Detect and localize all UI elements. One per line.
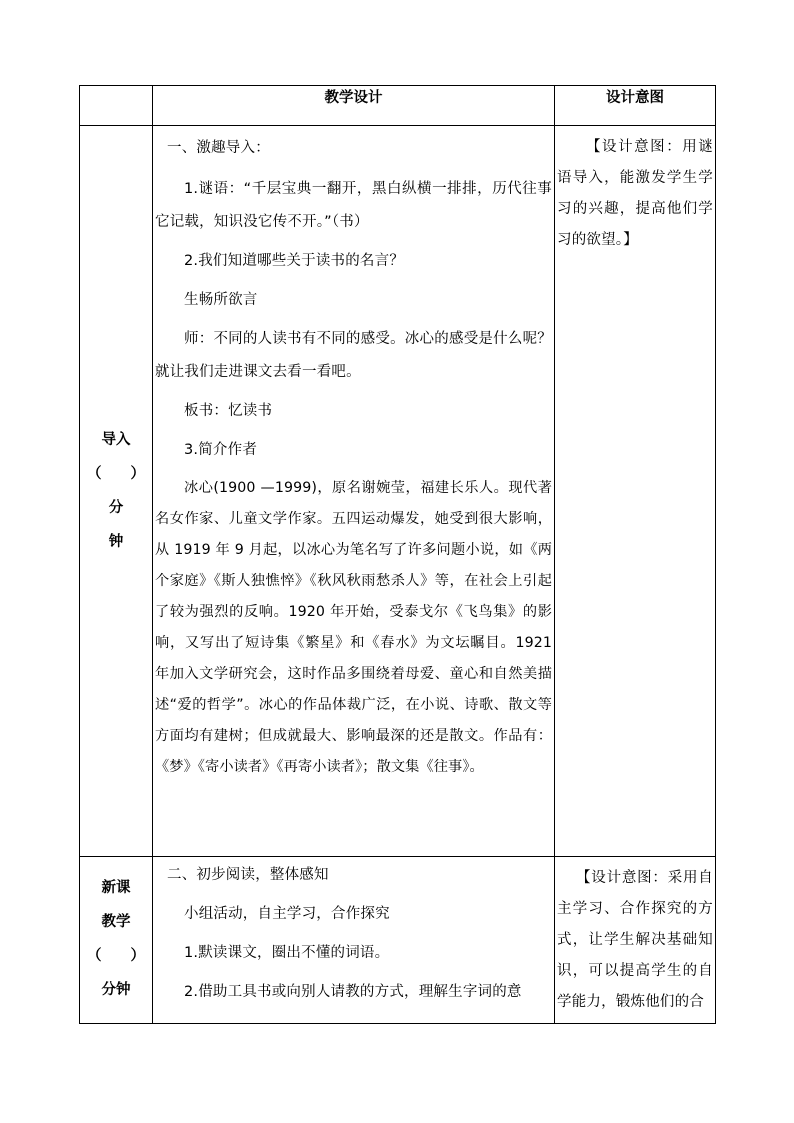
- header-empty-cell: [80, 86, 153, 126]
- header-design-intent: 设计意图: [555, 86, 716, 126]
- intro-section-row: [80, 126, 716, 857]
- new-lesson-heading: 二、初步阅读，整体感知: [167, 867, 329, 883]
- new-lesson-label-line2: 教学: [101, 914, 131, 930]
- new-lesson-label-line1: 新课: [101, 880, 131, 896]
- riddle-text: 1.谜语：“千层宝典一翻开，黑白纵横一排排，历代往事它记载，知识没它传不开。”（书）: [155, 181, 552, 230]
- step-dictionary: 2.借助工具书或向别人请教的方式，理解生字词的意: [184, 984, 522, 1000]
- intro-label-cell: [80, 126, 153, 857]
- step-silent-reading: 1.默读课文，圈出不懂的词语。: [184, 945, 390, 961]
- intro-label-line3: 钟: [108, 534, 124, 550]
- new-lesson-design-intent: 【设计意图：采用自主学习、合作探究的方式，让学生解决基础知识，可以提高学生的自学能力，锻炼他们的合: [557, 870, 713, 1010]
- lesson-plan-table: [79, 85, 716, 1024]
- intro-label-line1: 导入: [101, 432, 131, 448]
- new-lesson-label-line3: （ ）: [87, 948, 145, 964]
- reading-quotes-question: 2.我们知道哪些关于读书的名言？: [184, 253, 405, 269]
- new-lesson-label-line4: 分钟: [101, 982, 131, 998]
- new-lesson-intent-cell: [555, 857, 716, 1024]
- intro-design-intent: 【设计意图：用谜语导入，能激发学生学习的兴趣，提高他们学习的欲望。】: [557, 139, 713, 248]
- intro-heading: 一、激趣导入：: [167, 140, 270, 156]
- intro-intent-cell: [555, 126, 716, 857]
- new-lesson-content-cell: [153, 857, 555, 1024]
- intro-content-cell: [153, 126, 555, 857]
- new-lesson-section-row: [80, 857, 716, 1024]
- author-intro-heading: 3.简介作者: [184, 442, 258, 458]
- teacher-remark: 师：不同的人读书有不同的感受。冰心的感受是什么呢？就让我们走进课文去看一看吧。: [155, 331, 552, 380]
- table-header-row: [80, 86, 716, 126]
- header-teaching-design: 教学设计: [153, 86, 555, 126]
- new-lesson-label-cell: [80, 857, 153, 1024]
- group-activity: 小组活动，自主学习，合作探究: [184, 906, 390, 922]
- blackboard-note: 板书：忆读书: [184, 403, 273, 419]
- intro-label-line2: （ ）分: [87, 466, 145, 516]
- students-response: 生畅所欲言: [184, 292, 258, 308]
- author-biography: 冰心(1900 —1999)，原名谢婉莹，福建长乐人。现代著名女作家、儿童文学作家。五四运动爆发，她受到很大影响，从 1919 年 9 月起，以冰心为笔名写了许多问题小说，如《两个家庭》《斯人独憔悴》《秋风秋雨愁杀人》等，在社会上引起了较为强烈的反响。1920 年开始，受泰戈尔《飞鸟集》的影响，又写出了短诗集《繁星》和《春水》为文坛瞩目。1921 年加入文学研究会，这时作品多围绕着母爱、童心和自然美描述“爱的哲学”。冰心的作品体裁广泛，在小说、诗歌、散文等方面均有建树；但成就最大、影响最深的还是散文。作品有：《梦》《寄小读者》《再寄小读者》；散文集《往事》。: [155, 480, 552, 775]
